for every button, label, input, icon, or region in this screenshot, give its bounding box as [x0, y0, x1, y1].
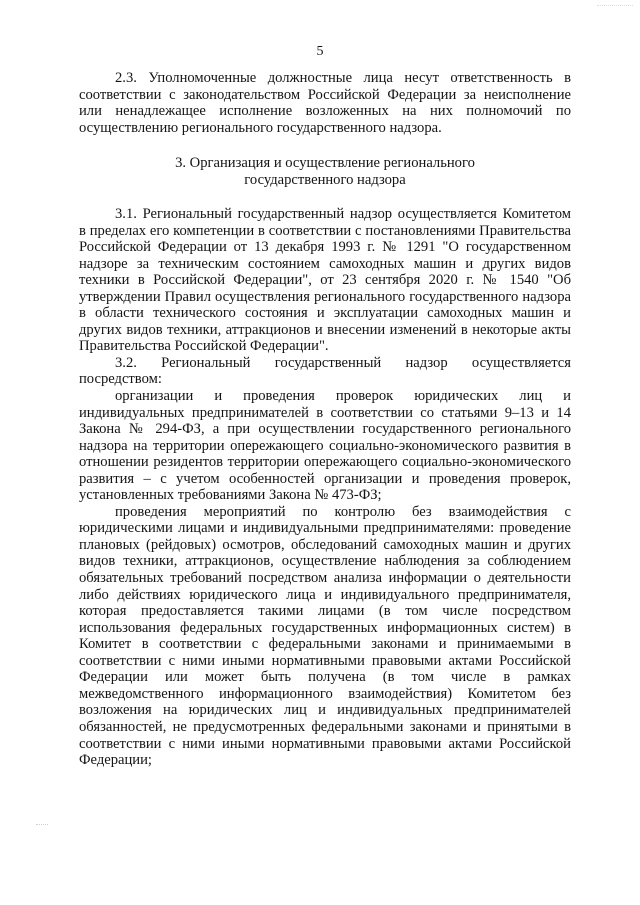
paragraph-3-1: 3.1. Региональный государственный надзор осуществляется Комитетом в пределах его компетенции в соответствии с постановлениями Правительства Российской Федерации от 13 декабря 1993 г. № 1291 "О государственном надзоре за техническим состоянием самоходных машин и других видов техники в Российской Федерации", от 23 сентября 2020 г. № 1540 "Об утверждении Правил осуществления регионального государственного надзора в области технического состояния и эксплуатации самоходных машин и других видов техники, аттракционов и внесении изменений в некоторые акты Правительства Российской Федерации".: [79, 206, 571, 355]
list-item-inspections: организации и проведения проверок юридических лиц и индивидуальных предпринимателей в соответствии со статьями 9–13 и 14 Закона № 294-ФЗ, а при осуществлении государственного регионального надзора на территории опережающего социально-экономического развития в отношении резидентов территории опережающего социально-экономического развития – с учетом особенностей организации и проведения проверок, установленных требованиями Закона № 473-ФЗ;: [79, 388, 571, 504]
section-3-heading-line1: 3. Организация и осуществление регионального: [175, 155, 475, 171]
scan-artifact: [36, 820, 48, 825]
scan-artifact: [597, 2, 633, 6]
paragraph-3-2: 3.2. Региональный государственный надзор осуществляется посредством:: [79, 354, 571, 388]
paragraph-2-3-block: [79, 70, 571, 136]
paragraph-2-3: 2.3. Уполномоченные должностные лица несут ответственность в соответствии с законодательством Российской Федерации за неисполнение или ненадлежащее исполнение возложенных на них полномочий по осуществлению регионального государственного надзора.: [79, 70, 571, 136]
section-3-heading-line2: государственного надзора: [244, 171, 406, 188]
list-item-control-measures: проведения мероприятий по контролю без взаимодействия с юридическими лицами и индивидуальными предпринимателями: проведение плановых (рейдовых) осмотров, обследований самоходных машин и других видов техники, аттракционов, осуществление наблюдения за соблюдением обязательных требований посредством анализа информации о деятельности либо действиях юридического лица и индивидуального предпринимателя, которая предоставляется такими лицами (в том числе посредством использования федеральных государственных информационных систем) в Комитет в соответствии с федеральными законами и принимаемыми в соответствии с ними иными нормативными правовыми актами Российской Федерации или может быть получена (в том числе в рамках межведомственного информационного взаимодействия) Комитетом без возложения на юридических лиц и индивидуальных предпринимателей обязанностей, не предусмотренных федеральными законами и принятыми в соответствии с ними иными нормативными правовыми актами Российской Федерации;: [79, 503, 571, 769]
section-3-heading: [79, 155, 571, 188]
page-number: 5: [316, 44, 324, 59]
section-3-body: [79, 206, 571, 769]
